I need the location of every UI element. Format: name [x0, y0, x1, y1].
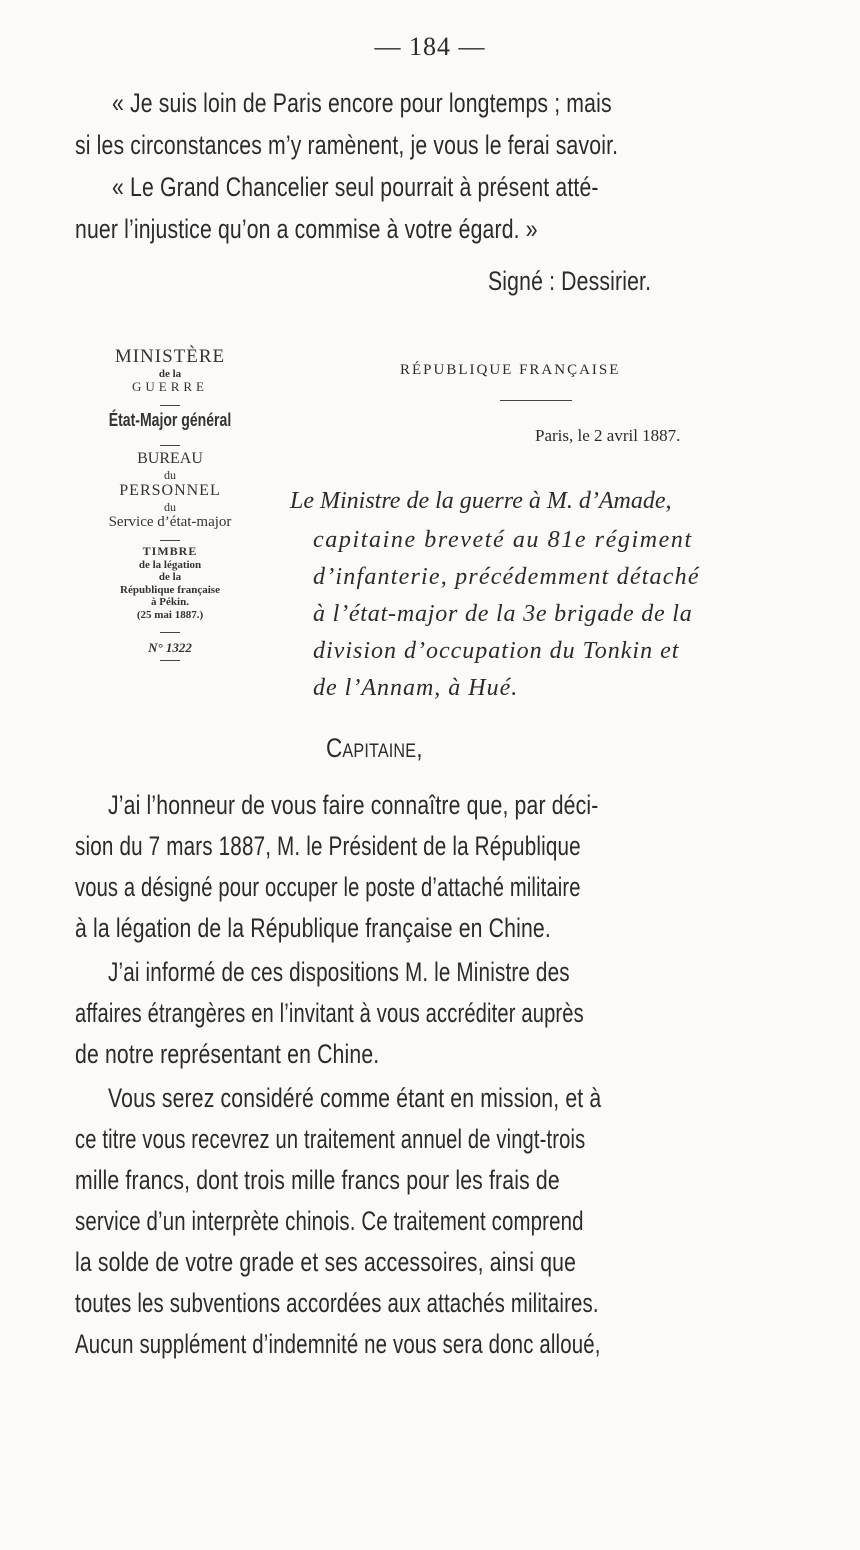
ministry-label: MINISTÈRE — [114, 346, 226, 367]
letter-date: Paris, le 2 avril 1887. — [535, 426, 681, 445]
body-line: Vous serez considéré comme étant en mission, et à — [108, 1083, 602, 1113]
republic-header: RÉPUBLIQUE FRANÇAISE — [400, 362, 621, 378]
page-number: — 184 — — [374, 32, 486, 61]
body-line: J’ai l’honneur de vous faire connaître que, par déci- — [108, 790, 599, 820]
du-label: du — [164, 467, 176, 482]
quote-line: « Je suis loin de Paris encore pour longtemps ; mais — [112, 88, 612, 118]
quote-line: nuer l’injustice qu’on a commise à votre égard. » — [75, 214, 538, 244]
body-line: sion du 7 mars 1887, M. le Président de la République — [75, 831, 581, 861]
guerre-label: GUERRE — [132, 379, 208, 395]
divider — [160, 405, 180, 406]
etat-major-label: État-Major général — [108, 410, 232, 431]
personnel-label: PERSONNEL — [119, 482, 221, 500]
timbre-line: République française — [120, 583, 220, 596]
divider — [160, 660, 180, 661]
body-line: service d’un interprète chinois. Ce traitement comprend — [75, 1206, 584, 1236]
address-line: d’infanterie, précédemment détaché — [313, 564, 700, 590]
body-line: à la légation de la République française en Chine. — [75, 913, 551, 943]
quote-line: si les circonstances m’y ramènent, je vous le ferai savoir. — [75, 130, 619, 160]
bureau-label: BUREAU — [137, 450, 203, 468]
timbre-line: de la — [158, 571, 182, 584]
body-line: la solde de votre grade et ses accessoires, ainsi que — [75, 1247, 577, 1277]
body-line: affaires étrangères en l’invitant à vous accréditer auprès — [75, 998, 584, 1028]
body-line: ce titre vous recevrez un traitement annuel de vingt-trois — [75, 1124, 586, 1154]
address-line: Le Ministre de la guerre à M. d’Amade, — [290, 488, 672, 514]
address-line: à l’état-major de la 3e brigade de la — [313, 601, 693, 627]
signature: Signé : Dessirier. — [488, 266, 652, 296]
body-line: J’ai informé de ces dispositions M. le Ministre des — [108, 957, 570, 987]
body-line: de notre représentant en Chine. — [75, 1039, 380, 1069]
divider — [160, 632, 180, 633]
margin-column — [60, 346, 280, 665]
timbre-line: à Pékin. — [151, 596, 189, 609]
address-line: division d’occupation du Tonkin et — [313, 638, 680, 664]
service-label: Service d’état-major — [108, 514, 232, 531]
timbre-line: (25 mai 1887.) — [136, 609, 204, 622]
salutation: Capitaine, — [326, 733, 423, 763]
document-number: N° 1322 — [148, 639, 192, 655]
header-rule — [500, 400, 572, 401]
body-line: vous a désigné pour occuper le poste d’attaché militaire — [75, 872, 581, 902]
address-line: de l’Annam, à Hué. — [313, 675, 519, 701]
quote-line: « Le Grand Chancelier seul pourrait à présent atté- — [112, 172, 599, 202]
address-line: capitaine breveté au 81e régiment — [313, 527, 693, 553]
de-la-label: de la — [158, 367, 182, 380]
body-line: Aucun supplément d’indemnité ne vous sera donc alloué, — [75, 1329, 601, 1359]
body-line: mille francs, dont trois mille francs pour les frais de — [75, 1165, 560, 1195]
divider — [160, 540, 180, 541]
body-line: toutes les subventions accordées aux attachés militaires. — [75, 1288, 599, 1318]
divider — [160, 445, 180, 446]
timbre-line: de la légation — [138, 558, 202, 571]
du-label-2: du — [164, 499, 176, 514]
timbre-label: TIMBRE — [142, 543, 198, 558]
